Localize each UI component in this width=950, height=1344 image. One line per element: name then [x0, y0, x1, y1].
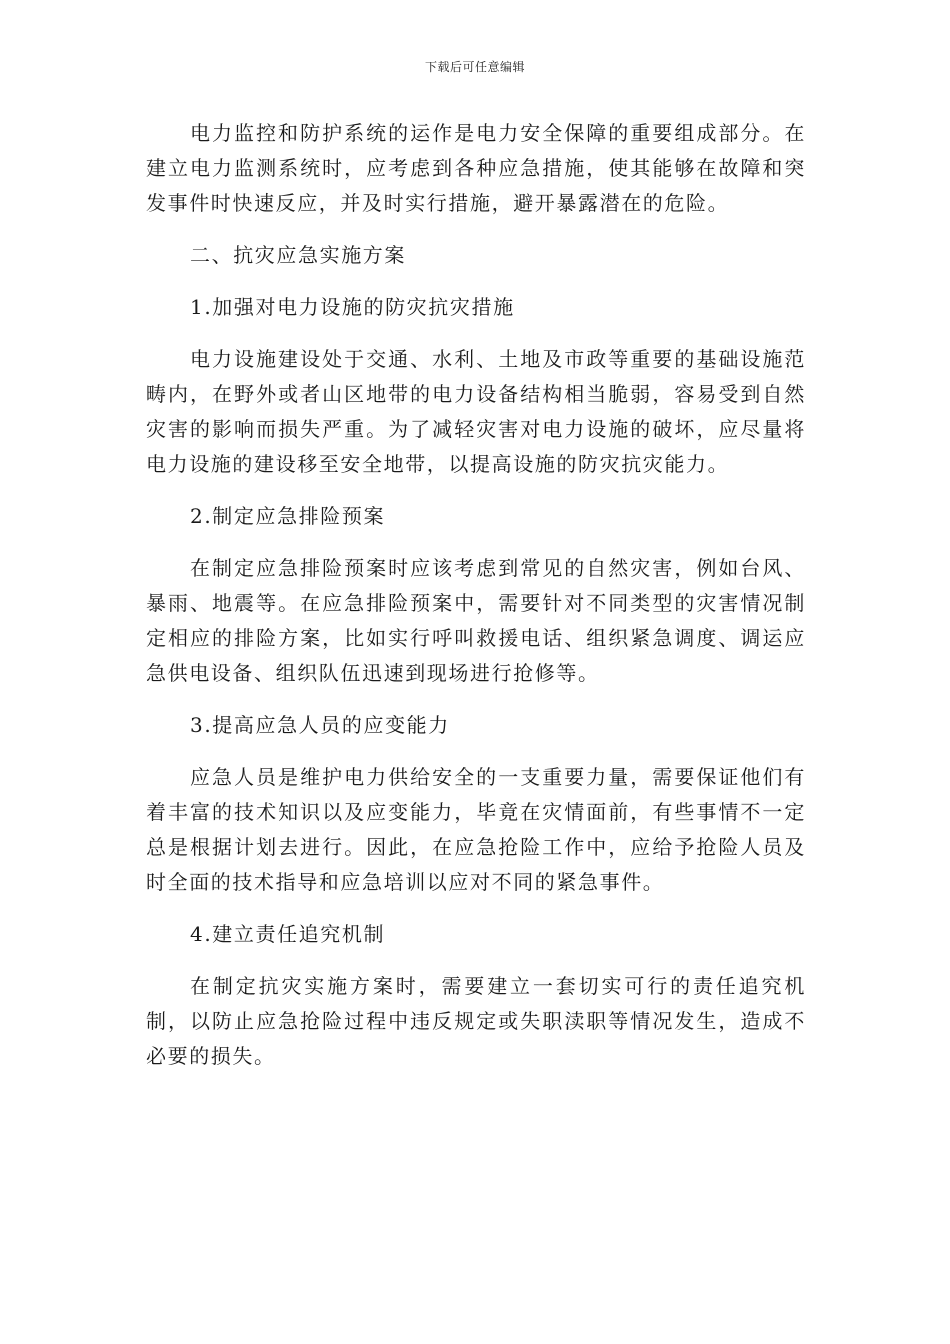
intro-paragraph: 电力监控和防护系统的运作是电力安全保障的重要组成部分。在建立电力监测系统时，应考虑到各种应急措施，使其能够在故障和突发事件时快速反应，并及时实行措施，避开暴露潜在的危险。	[146, 121, 806, 215]
item-4-paragraph: 在制定抗灾实施方案时，需要建立一套切实可行的责任追究机制，以防止应急抢险过程中违反规定或失职渎职等情况发生，造成不必要的损失。	[146, 974, 806, 1068]
item-4-heading: 4.建立责任追究机制	[190, 922, 386, 946]
document-body	[146, 116, 806, 1091]
item-3-heading: 3.提高应急人员的应变能力	[190, 713, 450, 737]
header-note: 下载后可任意编辑	[424, 60, 525, 74]
item-2-heading: 2.制定应急排险预案	[190, 504, 386, 528]
section-heading: 二、抗灾应急实施方案	[190, 243, 406, 267]
item-1-paragraph: 电力设施建设处于交通、水利、土地及市政等重要的基础设施范畴内，在野外或者山区地带的电力设备结构相当脆弱，容易受到自然灾害的影响而损失严重。为了减轻灾害对电力设施的破坏，应尽量将电力设施的建设移至安全地带，以提高设施的防灾抗灾能力。	[146, 347, 806, 476]
item-1-heading: 1.加强对电力设施的防灾抗灾措施	[190, 295, 515, 319]
item-2-paragraph: 在制定应急排险预案时应该考虑到常见的自然灾害，例如台风、暴雨、地震等。在应急排险预案中，需要针对不同类型的灾害情况制定相应的排险方案，比如实行呼叫救援电话、组织紧急调度、调运应急供电设备、组织队伍迅速到现场进行抢修等。	[146, 556, 806, 685]
item-3-paragraph: 应急人员是维护电力供给安全的一支重要力量，需要保证他们有着丰富的技术知识以及应变能力，毕竟在灾情面前，有些事情不一定总是根据计划去进行。因此，在应急抢险工作中，应给予抢险人员及时全面的技术指导和应急培训以应对不同的紧急事件。	[146, 765, 806, 894]
